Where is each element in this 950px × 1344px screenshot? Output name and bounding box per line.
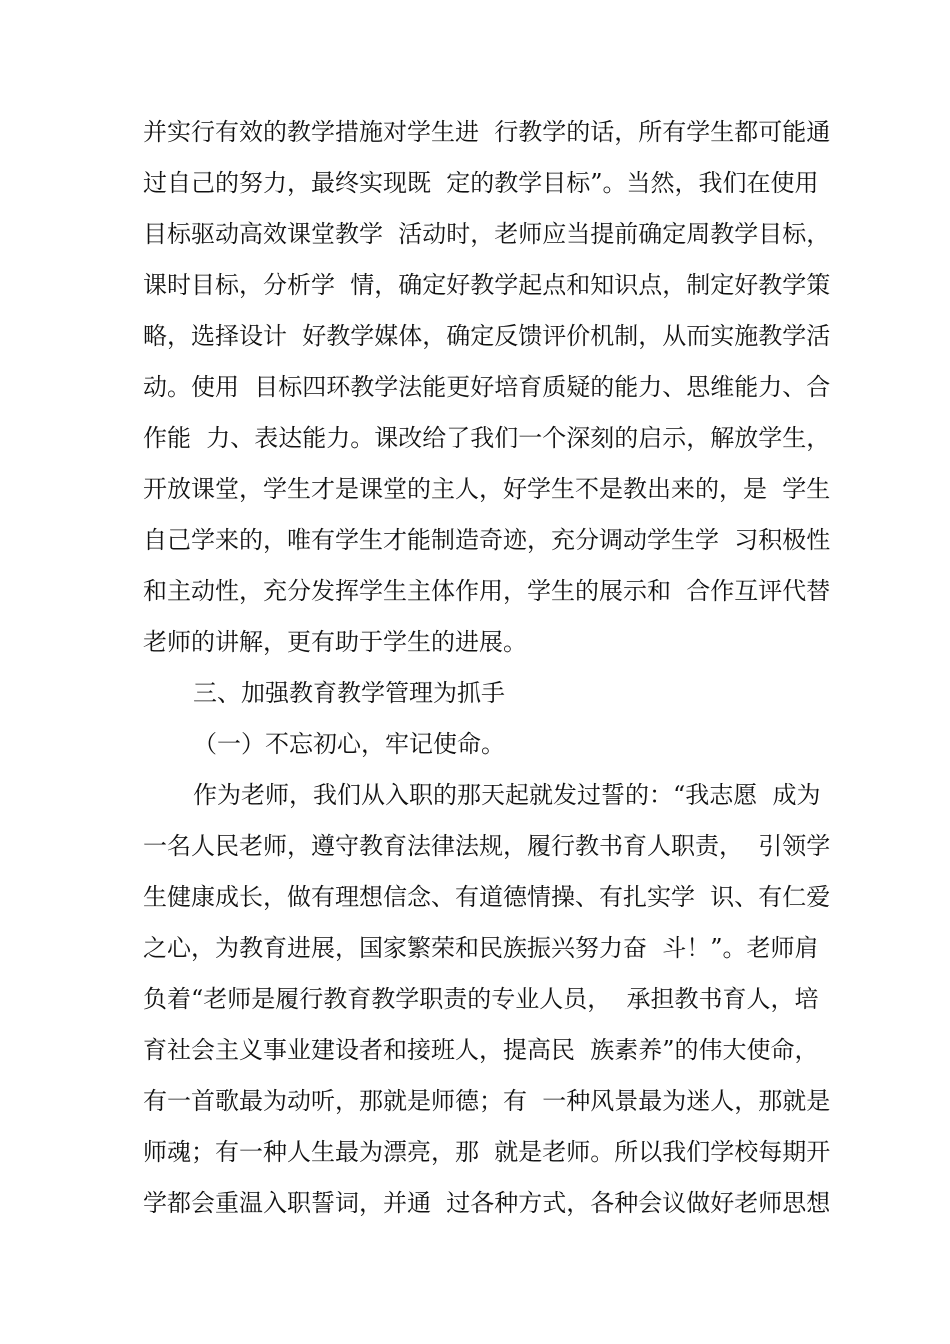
- text-line-4: 课时目标，分析学 情，确定好教学起点和知识点，制定好教学策: [143, 271, 831, 299]
- text-line-19: 育社会主义事业建设者和接班人，提高民 族素养”的伟大使命，: [143, 1036, 819, 1064]
- section-heading: 三、加强教育教学管理为抓手: [193, 679, 505, 707]
- text-line-11: 老师的讲解，更有助于学生的进展。: [143, 628, 527, 656]
- text-line-6: 动。使用 目标四环教学法能更好培育质疑的能力、思维能力、合: [143, 373, 831, 401]
- text-line-18: 负着“老师是履行教育教学职责的专业人员， 承担教书育人，培: [143, 985, 819, 1013]
- text-line-16: 生健康成长，做有理想信念、有道德情操、有扎实学 识、有仁爱: [143, 883, 831, 911]
- text-line-20: 有一首歌最为动听，那就是师德；有 一种风景最为迷人，那就是: [143, 1087, 831, 1115]
- text-line-7: 作能 力、表达能力。课改给了我们一个深刻的启示，解放学生，: [143, 424, 831, 452]
- subsection-heading: （一）不忘初心，牢记使命。: [193, 730, 505, 758]
- text-line-8: 开放课堂，学生才是课堂的主人，好学生不是教出来的，是 学生: [143, 475, 831, 503]
- text-line-17: 之心，为教育进展，国家繁荣和民族振兴努力奋 斗！”。老师肩: [143, 934, 819, 962]
- text-line-15: 一名人民老师，遵守教育法律法规，履行教书育人职责， 引领学: [143, 832, 831, 860]
- text-line-9: 自己学来的，唯有学生才能制造奇迹，充分调动学生学 习积极性: [143, 526, 831, 554]
- text-line-2: 过自己的努力，最终实现既 定的教学目标”。当然，我们在使用: [143, 169, 819, 197]
- text-line-22: 学都会重温入职誓词，并通 过各种方式，各种会议做好老师思想: [143, 1189, 831, 1217]
- text-line-21: 师魂；有一种人生最为漂亮，那 就是老师。所以我们学校每期开: [143, 1138, 831, 1166]
- text-line-14: 作为老师，我们从入职的那天起就发过誓的：“我志愿 成为: [193, 781, 821, 809]
- text-line-5: 略，选择设计 好教学媒体，确定反馈评价机制，从而实施教学活: [143, 322, 831, 350]
- text-line-10: 和主动性，充分发挥学生主体作用，学生的展示和 合作互评代替: [143, 577, 831, 605]
- text-line-1: 并实行有效的教学措施对学生进 行教学的话，所有学生都可能通: [143, 118, 831, 146]
- text-line-3: 目标驱动高效课堂教学 活动时，老师应当提前确定周教学目标，: [143, 220, 831, 248]
